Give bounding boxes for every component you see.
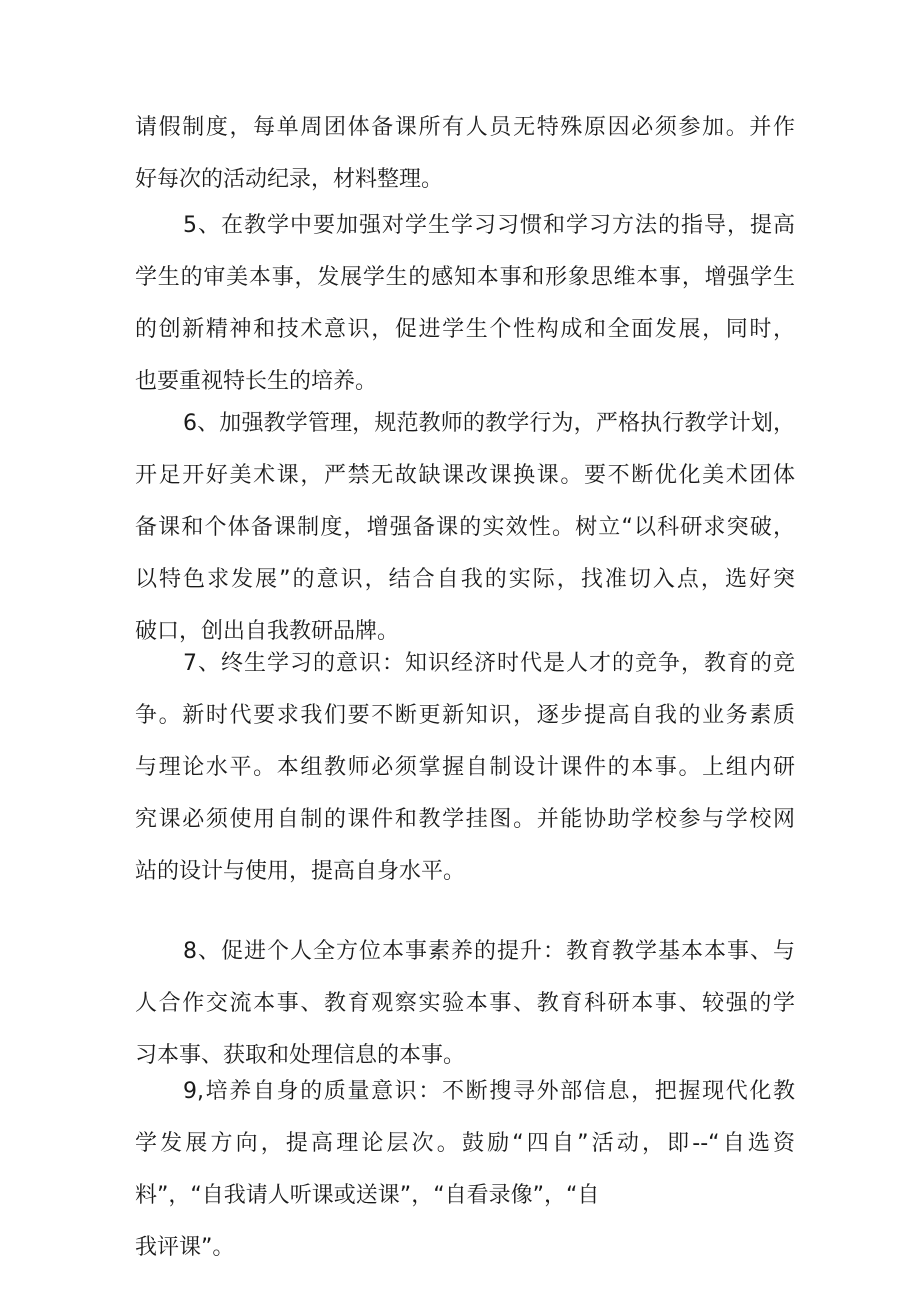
paragraph-item-5 [135,200,795,408]
text-line: 站的设计与使用，提高自身水平。 [135,859,466,884]
text-line: 学发展方向，提高理论层次。鼓励“四自”活动，即--“自选资 [135,1131,795,1156]
text-line: 破口，创出自我教研品牌。 [135,619,400,644]
text-line: 好每次的活动纪录，材料整理。 [135,167,444,192]
text-line: 习本事、获取和处理信息的本事。 [135,1043,466,1068]
text-line: 以特色求发展”的意识，结合自我的实际，找准切入点，选好突 [135,567,795,592]
text-line: 请假制度，每单周团体备课所有人员无特殊原因必须参加。并作 [135,115,795,140]
text-line: 料”，“自我请人听课或送课”，“自看录像”，“自 [135,1183,600,1208]
paragraph-continuation [135,102,795,206]
text-line: 8、促进个人全方位本事素养的提升：教育教学基本本事、与 [183,939,795,964]
text-line: 究课必须使用自制的课件和教学挂图。并能协助学校参与学校网 [135,807,795,832]
text-line: 的创新精神和技术意识，促进学生个性构成和全面发展，同时， [135,317,795,342]
text-line: 人合作交流本事、教育观察实验本事、教育科研本事、较强的学 [135,991,795,1016]
text-line: 6、加强教学管理，规范教师的教学行为，严格执行教学计划， [183,411,795,436]
text-line: 争。新时代要求我们要不断更新知识，逐步提高自我的业务素质 [135,703,795,728]
paragraph-item-7 [135,638,795,898]
text-line: 学生的审美本事，发展学生的感知本事和形象思维本事，增强学生 [135,265,795,290]
text-line: 9,培养自身的质量意识：不断搜寻外部信息，把握现代化教 [183,1079,795,1104]
paragraph-item-8 [135,926,795,1082]
paragraph-item-6 [135,398,795,658]
text-line: 7、终生学习的意识：知识经济时代是人才的竞争，教育的竞 [183,651,795,676]
paragraph-item-9 [135,1066,795,1274]
text-line: 开足开好美术课，严禁无故缺课改课换课。要不断优化美术团体 [135,463,795,488]
text-line: 我评课”。 [135,1235,235,1260]
text-line: 备课和个体备课制度，增强备课的实效性。树立“以科研求突破， [135,515,795,540]
text-line: 也要重视特长生的培养。 [135,369,378,394]
text-line: 与理论水平。本组教师必须掌握自制设计课件的本事。上组内研 [135,755,795,780]
text-line: 5、在教学中要加强对学生学习习惯和学习方法的指导，提高 [183,213,795,238]
